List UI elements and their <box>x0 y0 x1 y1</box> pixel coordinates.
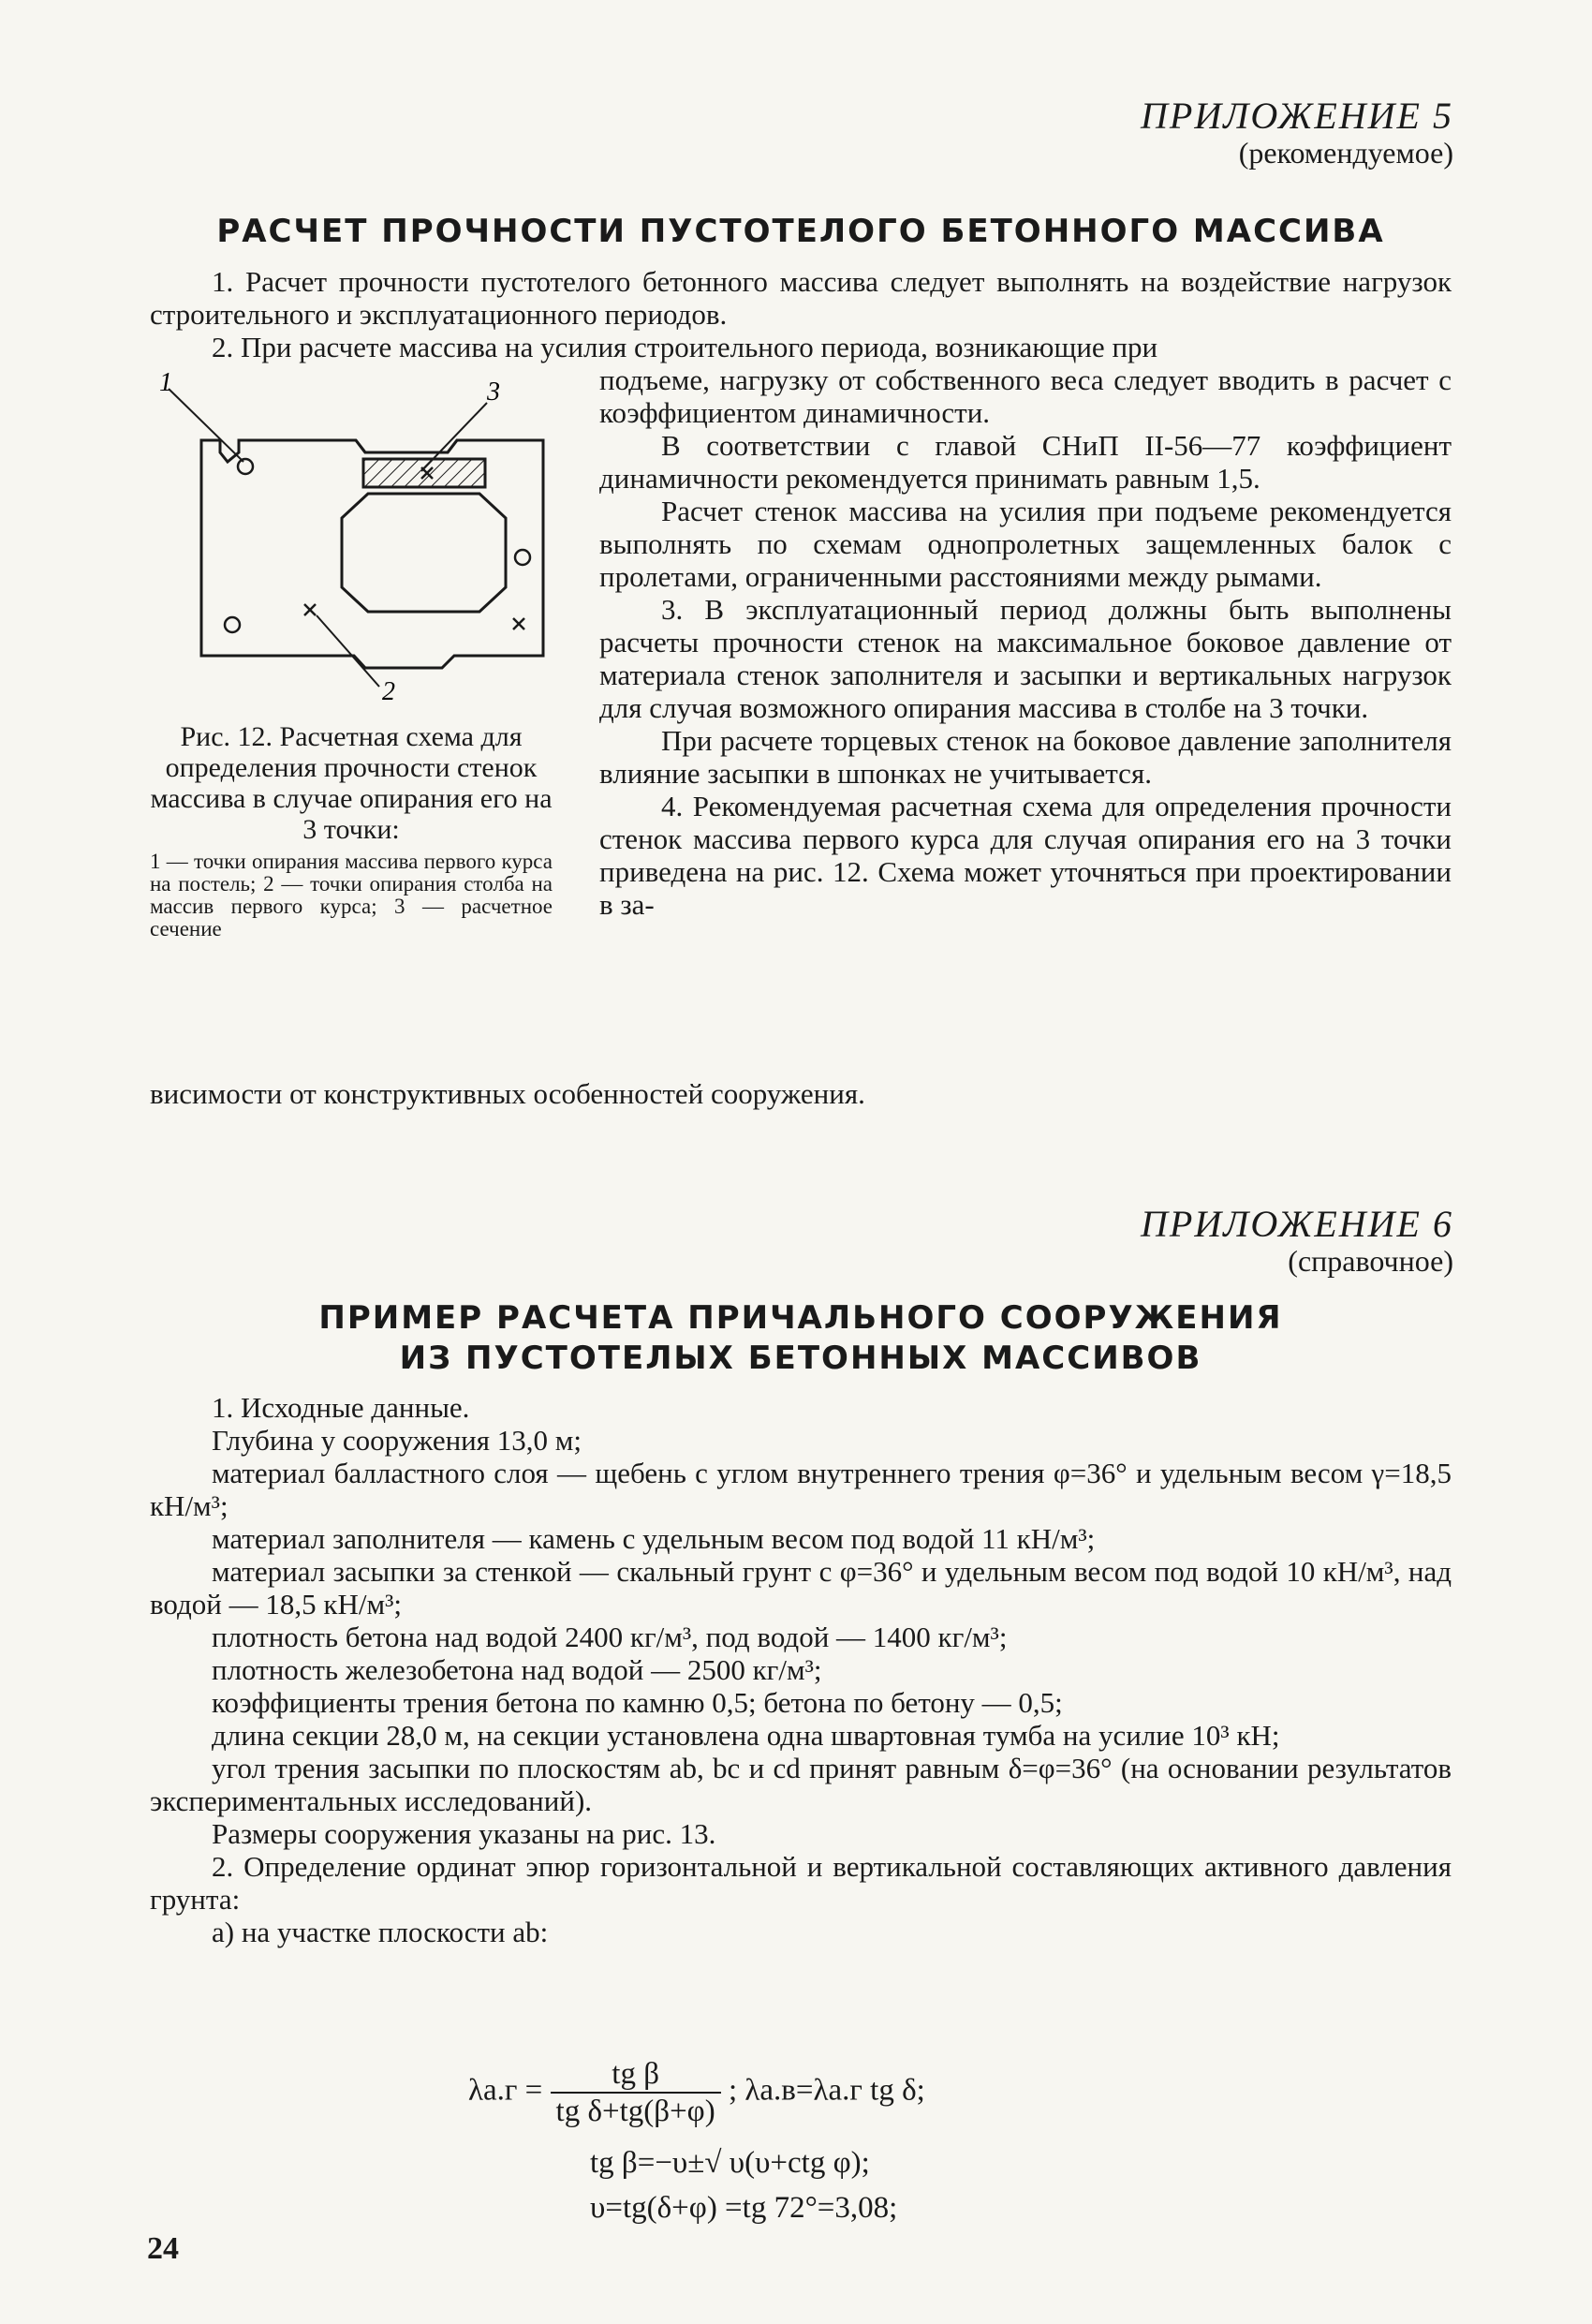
appendix5-label: ПРИЛОЖЕНИЕ 5 <box>1141 95 1453 137</box>
item-dimensions: Размеры сооружения указаны на рис. 13. <box>212 1817 716 1850</box>
paragraph-3: В соответствии с главой СНиП II-56—77 коэффициент динамичности рекомендуется принимать равным 1,5. <box>599 429 1452 495</box>
appendix6-note: (справочное) <box>1288 1244 1453 1278</box>
item-friction: коэффициенты трения бетона по камню 0,5; бетона по бетону — 0,5; <box>212 1686 1063 1719</box>
formula-1-tail: ; λа.в=λа.г tg δ; <box>728 2073 925 2108</box>
item-rc-density: плотность железобетона над водой — 2500 кг/м³; <box>212 1653 822 1686</box>
formula-2: tg β=−υ±√ υ(υ+ctg φ); <box>590 2146 870 2180</box>
figure-12 <box>150 370 562 707</box>
appendix5-title: РАСЧЕТ ПРОЧНОСТИ ПУСТОТЕЛОГО БЕТОННОГО МАССИВА <box>216 213 1385 250</box>
paragraph-2-lead: 2. При расчете массива на усилия строительного периода, возникающие при <box>212 331 1158 363</box>
paragraph-1: 1. Расчет прочности пустотелого бетонного массива следует выполнять на воздействие нагрузок строительного и эксплуатационного периодов. <box>150 265 1452 331</box>
appendix6-label: ПРИЛОЖЕНИЕ 6 <box>1141 1203 1453 1245</box>
appendix6-title-line2: ИЗ ПУСТОТЕЛЫХ БЕТОННЫХ МАССИВОВ <box>399 1340 1202 1377</box>
formula-3: υ=tg(δ+φ) =tg 72°=3,08; <box>590 2191 898 2225</box>
paragraph-7-end: висимости от конструктивных особенностей сооружения. <box>150 1077 865 1110</box>
inner-cavity <box>342 494 506 612</box>
figure-12-diagram <box>150 370 562 707</box>
callout-2: 2 <box>382 677 395 706</box>
support-point-icon <box>515 550 530 565</box>
paragraph-2-rest: подъеме, нагрузку от собственного веса следует вводить в расчет с коэффициентом динамичности. <box>599 363 1452 429</box>
formula-1-numerator: tg β <box>551 2056 721 2094</box>
paragraph-5: 3. В эксплуатационный период должны быть выполнены расчеты прочности стенок на максимальное боковое давление от материала стенок заполнителя и засыпки и вертикальных нагрузок для случая возможного опирания массива в столбе на 3 точки. <box>599 593 1452 724</box>
appendix6-title-line1: ПРИМЕР РАСЧЕТА ПРИЧАЛЬНОГО СООРУЖЕНИЯ <box>318 1299 1283 1337</box>
item-ballast: материал балластного слоя — щебень с углом внутреннего трения φ=36° и удельным весом γ=18,5 кН/м³; <box>150 1457 1452 1522</box>
callout-3: 3 <box>487 377 500 407</box>
paragraph-6: При расчете торцевых стенок на боковое давление заполнителя влияние засыпки в шпонках не учитывается. <box>599 724 1452 790</box>
item-backfill: материал засыпки за стенкой — скальный грунт с φ=36° и удельным весом под водой 10 кН/м³, над водой — 18,5 кН/м³; <box>150 1555 1452 1621</box>
appendix5-intro <box>150 265 1452 363</box>
caption-text: Рис. 12. Расчетная схема для определения прочности стенок массива в случае опирания его на 3 точки: <box>150 721 553 845</box>
item-friction-angle: угол трения засыпки по плоскостям ab, bc и cd принят равным δ=φ=36° (на основании результатов экспериментальных исследований). <box>150 1752 1452 1817</box>
support-point-icon <box>238 459 253 474</box>
formula-1-denominator: tg δ+tg(β+φ) <box>555 2095 715 2128</box>
appendix6-body <box>150 1391 1452 1948</box>
paragraph-4: Расчет стенок массива на усилия при подъеме рекомендуется выполнять по схемам однопролетных защемленных балок с пролетами, ограниченными расстояниями между рымами. <box>599 495 1452 593</box>
appendix5-note: (рекомендуемое) <box>1238 136 1453 170</box>
page-number: 24 <box>147 2231 179 2266</box>
figure-12-caption <box>150 721 553 940</box>
support-point-icon <box>225 617 240 632</box>
formula-1-lhs: λа.г = <box>468 2073 543 2108</box>
item-segment-ab: а) на участке плоскости ab: <box>212 1916 549 1948</box>
design-section-hatch <box>363 459 485 487</box>
appendix5-last-line <box>150 1077 1452 1110</box>
callout-1: 1 <box>159 370 172 397</box>
formula-1 <box>468 2056 925 2129</box>
caption-legend: 1 — точки опирания массива первого курса на постель; 2 — точки опирания столба на массив первого курса; 3 — расчетное сечение <box>150 850 553 940</box>
item-concrete-density: плотность бетона над водой 2400 кг/м³, под водой — 1400 кг/м³; <box>212 1621 1008 1653</box>
item-initial-data: 1. Исходные данные. <box>212 1391 470 1424</box>
item-filler: материал заполнителя — камень с удельным весом под водой 11 кН/м³; <box>212 1522 1096 1555</box>
formula-1-fraction <box>551 2056 721 2129</box>
item-depth: Глубина у сооружения 13,0 м; <box>212 1424 582 1457</box>
item-ordinates: 2. Определение ординат эпюр горизонтальной и вертикальной составляющих активного давления грунта: <box>150 1850 1452 1916</box>
cross-mark-icon <box>304 467 524 629</box>
item-section-length: длина секции 28,0 м, на секции установлена одна швартовная тумба на усилие 10³ кН; <box>212 1719 1280 1752</box>
appendix5-right-column <box>599 363 1452 921</box>
paragraph-7: 4. Рекомендуемая расчетная схема для определения прочности стенок массива первого курса для случая опирания его на 3 точки приведена на рис. 12. Схема может уточняться при проектировании в за- <box>599 790 1452 921</box>
